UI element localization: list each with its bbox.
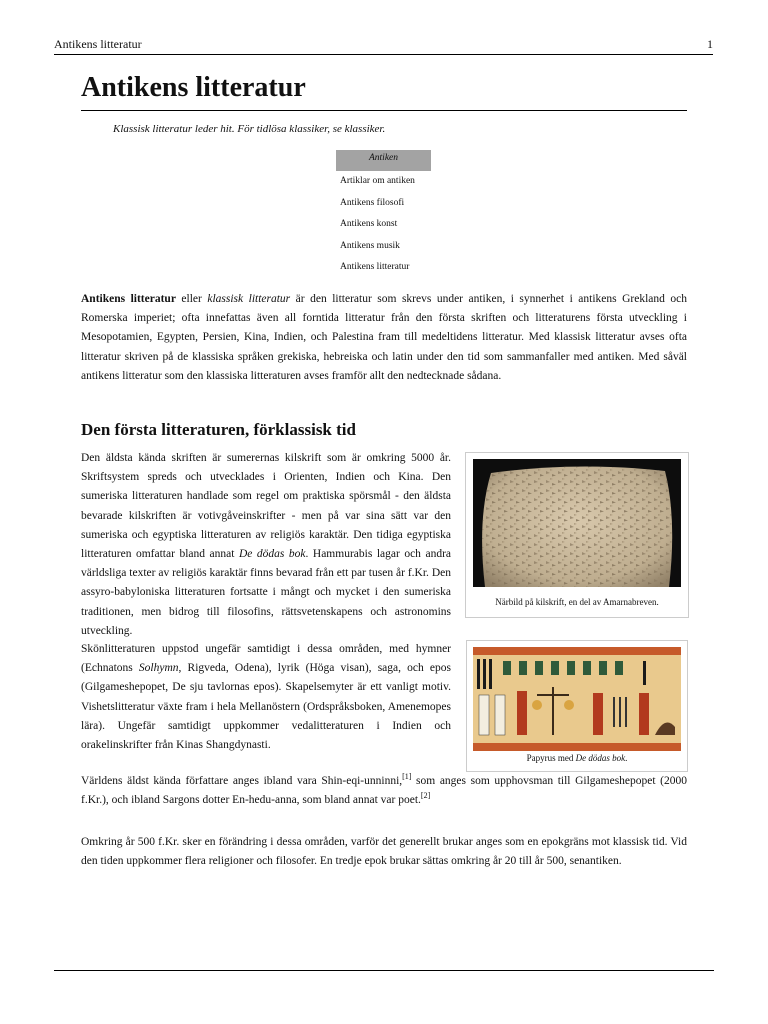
para1-text-b: . Hammurabis lagar och andra världsliga texter av religiös karaktär finns bevarad från ett par tusen år f.Kr. Den assyro-babyloniska litteraturen fortsatte i mångt och mycket i den sumeriska traditionen, men bidrog till filosofins, rättsvetenskapens och astronomins utveckling. [81,548,451,637]
section-heading: Den första litteraturen, förklassisk tid [81,420,356,439]
navbox [336,150,431,279]
intro-rest: är den litteratur som skrevs under antiken, i synnerhet i antikens Grekland och Romerska imperiet; ofta innefattas även all forntida litteratur från den första skriften och litteraturens första utveckling i Mesopotamien, Egypten, Persien, Kina, Indien, och Palestina fram till medeltidens litteratur. Med klassisk litteratur avses ofta litteratur skriven på de klassiska språken grekiska, hebreiska och latin under den tid som sammanfaller med antiken. Med såväl antikens litteratur som den klassiska litteraturen avses framför allt den nedtecknade sådana. [81,293,687,382]
navbox-item-konst[interactable]: Antikens konst [340,219,398,230]
page-title: Antikens litteratur [81,72,306,103]
section-paragraph-4: Omkring år 500 f.Kr. sker en förändring i dessa områden, varför det generellt brukar anges som en epokgräns mot klassisk tid. Vid den tiden uppkommer flera religioner och filosofer. En tredje epok brukar sättas omkring år 20 till år 500, senantiken. [81,836,687,868]
navbox-item-artiklar[interactable]: Artiklar om antiken [340,176,415,186]
cuneiform-tablet-image [473,459,681,587]
figure-papyrus [466,640,688,772]
navbox-item-musik[interactable]: Antikens musik [340,240,400,251]
para1-text-a: Den äldsta kända skriften är sumerernas kilskrift som är omkring 5000 år. Skriftsystem spreds och utvecklades i Orienten, Indien och Kina. Den sumeriska litteraturen handlade som regel om praktiska spörsmål - den äldsta bevarade kilskriften är votivgåveinskrifter - men på var sina sätt var den sumeriska och egyptiska litteraturen av religiös karaktär. Den tidiga egyptiska litteraturen omfattar bland annat [81,452,451,561]
reference-1[interactable]: [1] [402,772,412,782]
section-paragraph-3 [81,772,687,810]
para2-text-a: Skönlitteraturen uppstod ungefär samtidigt i dessa områden, med hymner (Echnatons [81,643,451,675]
intro-bold-term: Antikens litteratur [81,293,176,305]
cuneiform-tablet-drawing [473,459,681,587]
hatnote: Klassisk litteratur leder hit. För tidlösa klassiker, se klassiker. [113,123,386,135]
para2-text-b: , Rigveda, Odena), lyrik (Höga visan), saga, och epos (Gilgameshepopet, De sju tavlornas epos). Skapelsemyter är ett vanligt motiv. Vishetslitteratur växte fram i hela Mellanöstern (Ordspråksboken, Amenemopes lära). Ungefär samtidigt uppkommer vedalitteraturen i Indien och orakelinskrifter från Kinas Shangdynasti. [81,662,452,752]
navbox-heading: Antiken [336,150,431,171]
reference-2[interactable]: [2] [420,791,431,801]
tablet-caption: Närbild på kilskrift, en del av Amarnabreven. [495,597,659,607]
intro-paragraph [81,290,687,386]
intro-italic-term: klassisk litteratur [207,293,291,305]
page-number: 1 [707,37,713,51]
navbox-item-litteratur[interactable]: Antikens litteratur [340,262,410,273]
papyrus-caption-end: . [625,753,628,763]
para2-italic: Solhymn [138,662,179,675]
section-paragraph-2 [81,640,451,755]
figure-tablet [465,452,689,618]
papyrus-drawing [473,647,681,751]
running-title: Antikens litteratur [54,37,142,51]
footer-divider [54,970,714,971]
para3-text-a: Världens äldst kända författare anges ibland vara Shin-eqi-unninni, [81,775,403,787]
papyrus-caption-text: Papyrus med [526,753,576,763]
section-paragraph-1 [81,449,451,641]
para1-italic: De dödas bok [238,548,306,561]
intro-mid: eller [175,293,208,305]
navbox-item-filosofi[interactable]: Antikens filosofi [340,197,405,208]
papyrus-caption [467,753,687,763]
papyrus-image [473,647,681,751]
title-divider [81,110,687,111]
para3-text-b: som anges som upphovsman till Gilgameshepopet (2000 f.Kr.), och ibland Sargons dotter En-hedu-anna, som bland annat var poet. [81,775,687,807]
running-header [54,34,713,55]
papyrus-caption-italic: De dödas bok [575,753,626,763]
